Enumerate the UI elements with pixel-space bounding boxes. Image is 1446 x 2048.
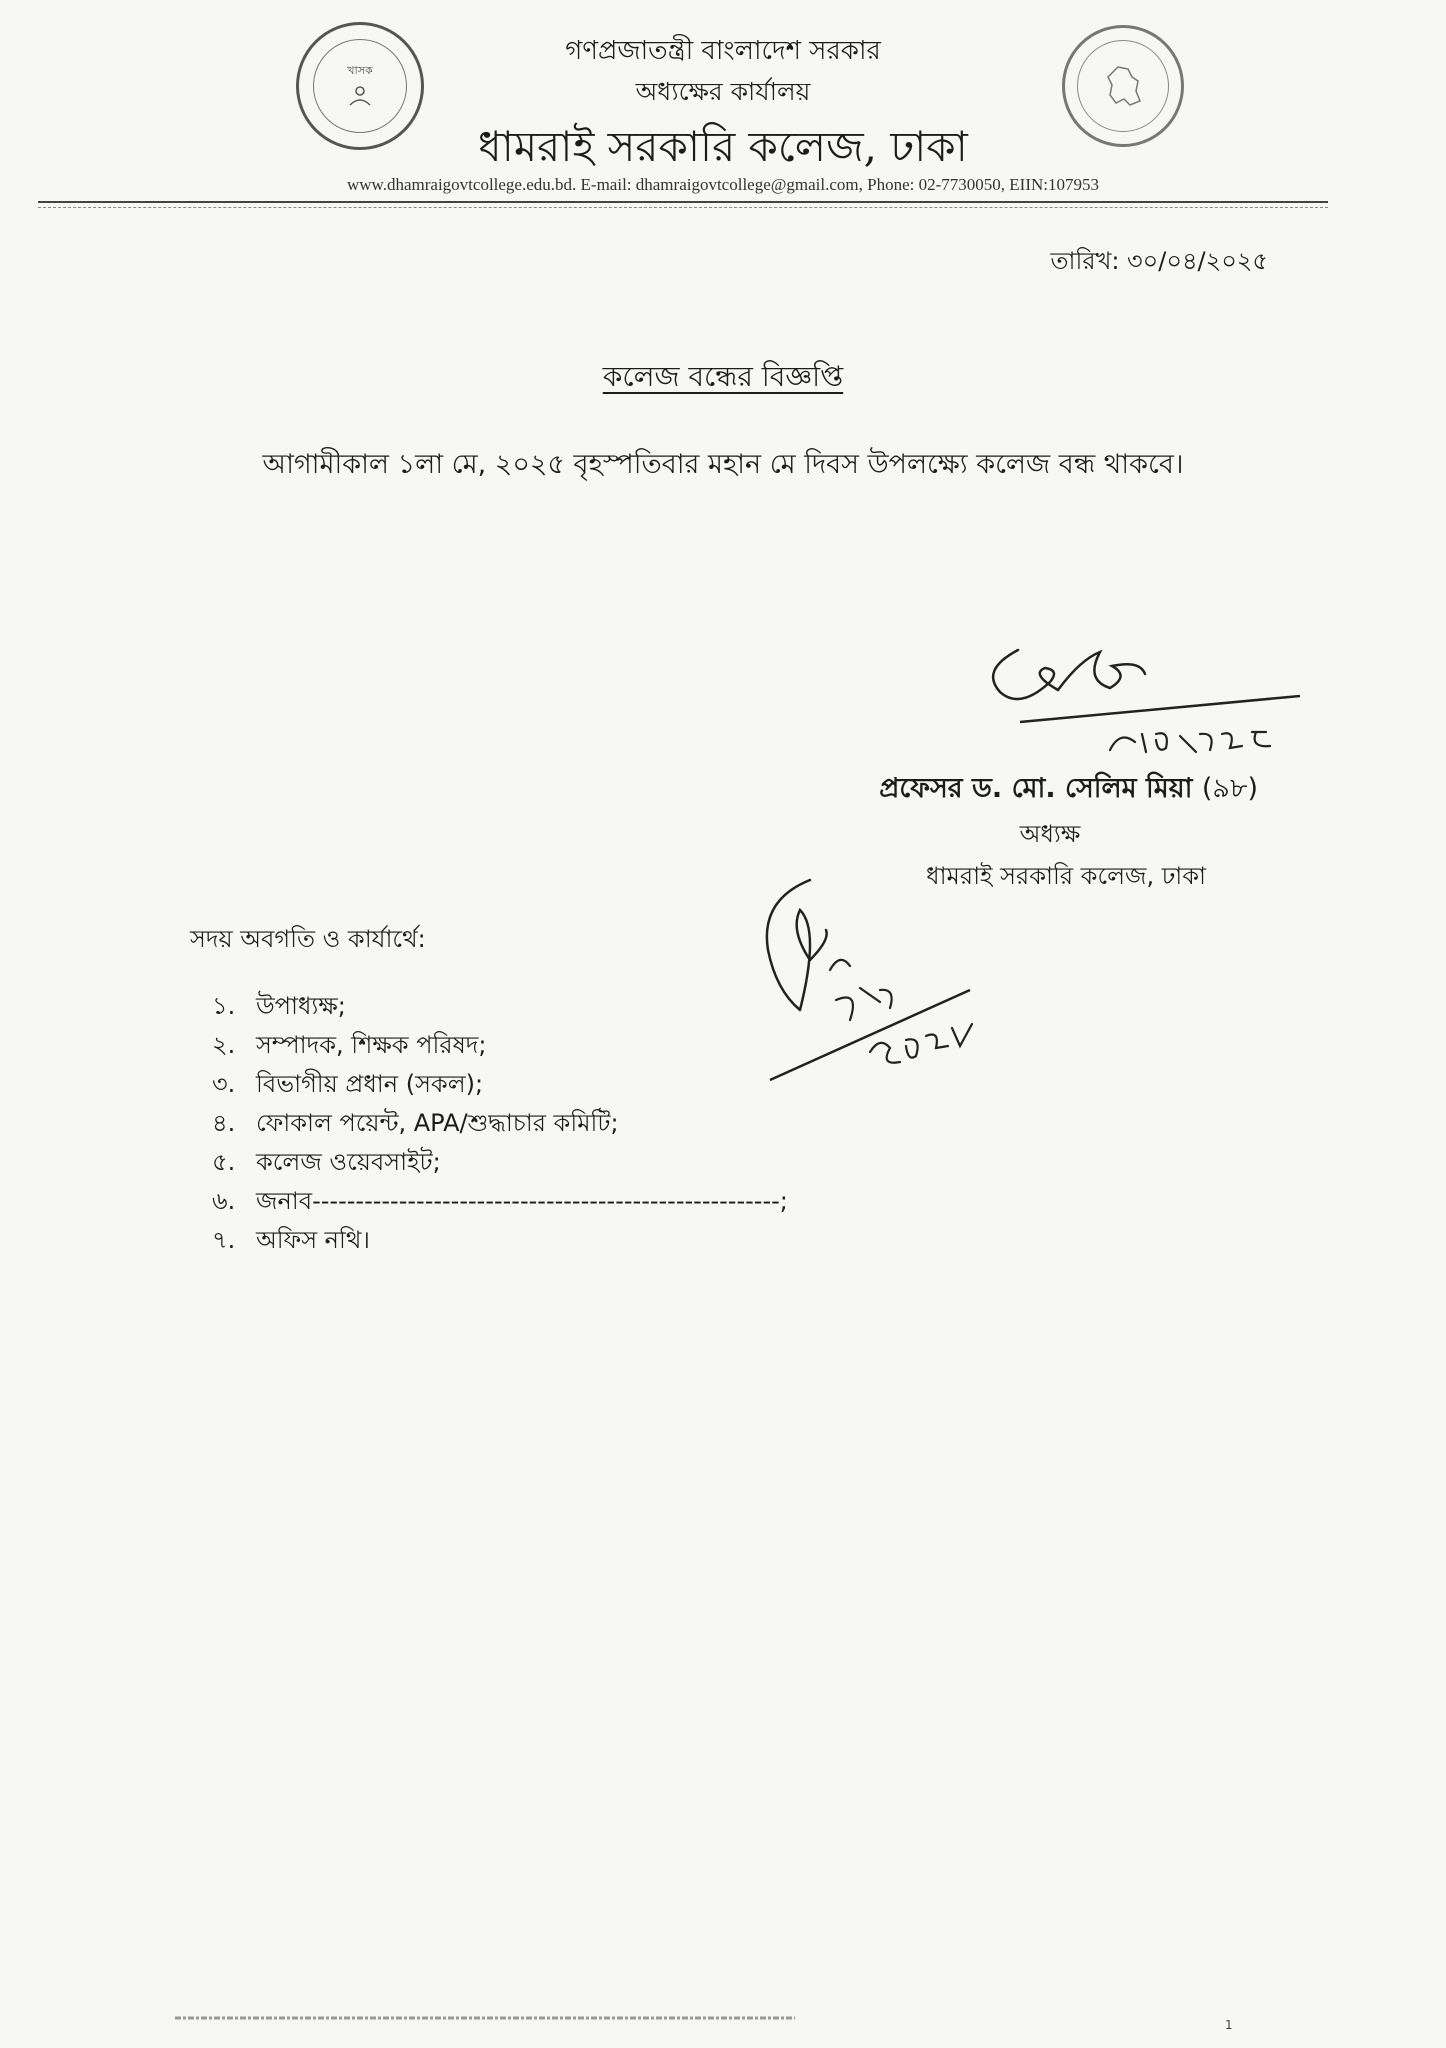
list-item-number: ৭. xyxy=(212,1226,236,1254)
principal-signature xyxy=(960,630,1310,780)
list-item-text: কলেজ ওয়েবসাইট; xyxy=(256,1148,441,1176)
page-number: 1 xyxy=(1225,2018,1233,2032)
list-item-text: অফিস নথি। xyxy=(256,1226,370,1254)
list-item-number: ৪. xyxy=(212,1109,236,1137)
signer-designation: অধ্যক্ষ xyxy=(1019,820,1081,848)
list-item-text: জনাব------------------------------------------------------; xyxy=(256,1187,788,1215)
list-item xyxy=(212,1066,788,1105)
list-item-number: ২. xyxy=(212,1031,236,1059)
notice-body: আগামীকাল ১লা মে, ২০২৫ বৃহস্পতিবার মহান মে দিবস উপলক্ষ্যে কলেজ বন্ধ থাকবে। xyxy=(262,449,1184,480)
list-item xyxy=(212,988,788,1027)
footer-reference-strip xyxy=(175,2014,795,2022)
list-item xyxy=(212,1027,788,1066)
signer-name-text: প্রফেসর ড. মো. সেলিম মিয়া xyxy=(879,773,1193,804)
signer-name xyxy=(879,768,1258,813)
distribution-title: সদয় অবগতি ও কার্যার্থে: xyxy=(190,925,426,953)
list-item-number: ৬. xyxy=(212,1187,236,1215)
notice-title xyxy=(0,355,1446,402)
signer-institution: ধামরাই সরকারি কলেজ, ঢাকা xyxy=(926,862,1206,890)
list-item-number: ১. xyxy=(212,992,236,1020)
list-item-number: ৩. xyxy=(212,1070,236,1098)
header-divider xyxy=(38,201,1328,203)
government-name: গণপ্রজাতন্ত্রী বাংলাদেশ সরকার xyxy=(565,36,881,66)
list-item xyxy=(212,1183,788,1222)
list-item xyxy=(212,1222,788,1261)
list-item xyxy=(212,1105,788,1144)
list-item-text: বিভাগীয় প্রধান (সকল); xyxy=(256,1070,484,1098)
notice-title-text: কলেজ বন্ধের বিজ্ঞপ্তি xyxy=(602,360,844,393)
seal-text: খাসক xyxy=(347,63,373,77)
contact-line: www.dhamraigovtcollege.edu.bd. E-mail: dhamraigovtcollege@gmail.com, Phone: 02-7730050, EIIN:107953 xyxy=(347,175,1099,194)
list-item xyxy=(212,1144,788,1183)
college-name: ধামরাই সরকারি কলেজ, ঢাকা xyxy=(478,122,968,171)
distribution-list xyxy=(212,988,788,1261)
list-item-number: ৫. xyxy=(212,1148,236,1176)
office-name: অধ্যক্ষের কার্যালয় xyxy=(635,77,811,106)
notice-date: তারিখ: ৩০/০৪/২০২৫ xyxy=(1050,247,1268,275)
list-item-text: উপাধ্যক্ষ; xyxy=(256,992,346,1020)
signer-code: (৯৮) xyxy=(1201,773,1258,804)
list-item-text: ফোকাল পয়েন্ট, APA/শুদ্ধাচার কমিটি; xyxy=(256,1109,619,1137)
list-item-text: সম্পাদক, শিক্ষক পরিষদ; xyxy=(256,1031,487,1059)
header-divider-dashed xyxy=(38,207,1328,208)
